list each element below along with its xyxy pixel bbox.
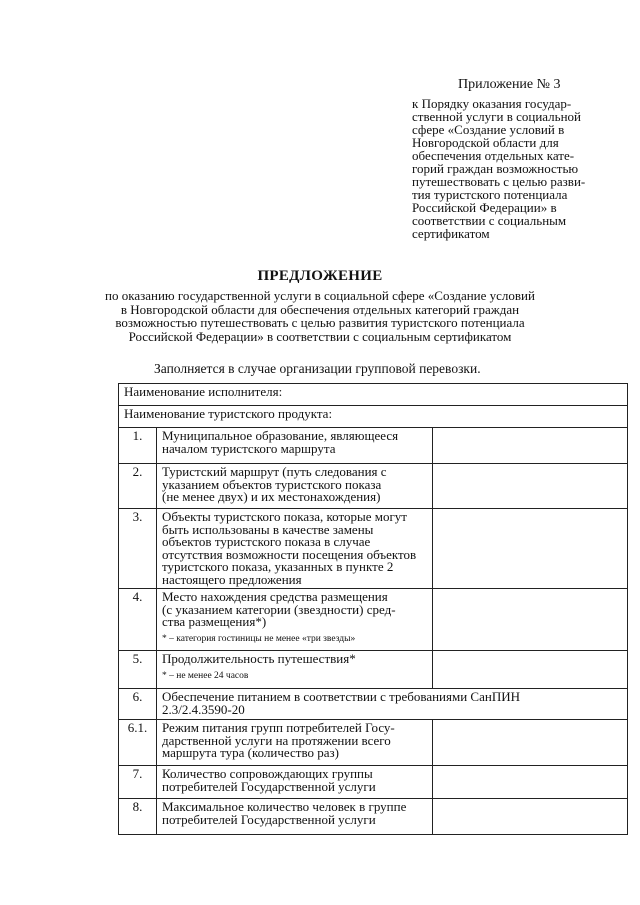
header-cell: Наименование исполнителя:	[119, 384, 628, 406]
description-line: Туристский маршрут (путь следования с	[162, 464, 387, 479]
table-row	[119, 799, 628, 835]
appendix-line: сертификатом	[412, 226, 490, 241]
appendix-line: Новгородской области для	[412, 135, 559, 150]
appendix-number: Приложение № 3	[458, 77, 561, 92]
value-cell[interactable]	[433, 651, 628, 689]
appendix-line: сфере «Создание условий в	[412, 122, 565, 137]
row-description	[157, 766, 433, 799]
header-row	[119, 406, 628, 428]
appendix-line: горий граждан возможностью	[412, 161, 579, 176]
row-footnote: * – категория гостиницы не менее «три звезды»	[162, 633, 356, 644]
description-line: дарственной услуги на протяжении всего	[162, 732, 391, 748]
description-line: 2.3/2.4.3590-20	[162, 701, 245, 717]
document-title: ПРЕДЛОЖЕНИЕ	[257, 268, 383, 284]
description-line: быть использованы в качестве замены	[162, 521, 374, 537]
description-line: Максимальное количество человек в группе	[162, 799, 407, 814]
description-line: Продолжительность путешествия*	[162, 651, 356, 666]
row-number: 6.1.	[119, 720, 157, 766]
document-subtitle	[0, 289, 640, 343]
table-row	[119, 464, 628, 509]
description-line: (с указанием категории (звездности) сред-	[162, 601, 396, 617]
row-footnote: * – не менее 24 часов	[162, 670, 249, 681]
appendix-line: Российской Федерации» в	[412, 200, 557, 215]
row-description	[157, 720, 433, 766]
description-line: настоящего предложения	[162, 571, 302, 587]
row-description	[157, 464, 433, 509]
appendix-line: соответствии с социальным	[412, 213, 567, 228]
description-line: Муниципальное образование, являющееся	[162, 428, 399, 443]
table-row	[119, 766, 628, 799]
row-description	[157, 689, 628, 720]
description-line: маршрута тура (количество раз)	[162, 745, 340, 760]
table-row	[119, 689, 628, 720]
proposal-table-body	[119, 384, 628, 835]
row-description	[157, 799, 433, 835]
value-cell[interactable]	[433, 589, 628, 651]
table-row	[119, 589, 628, 651]
description-line: Объекты туристского показа, которые могут	[162, 509, 407, 524]
row-number: 3.	[119, 509, 157, 589]
description-line: Место нахождения средства размещения	[162, 589, 388, 604]
subtitle-line: возможностью путешествовать с целью развития туристского потенциала	[115, 315, 525, 330]
table-row	[119, 509, 628, 589]
row-number: 8.	[119, 799, 157, 835]
appendix-line: тия туристского потенциала	[412, 187, 568, 202]
fill-note: Заполняется в случае организации групповой перевозки.	[154, 361, 481, 376]
row-number: 5.	[119, 651, 157, 689]
description-line: началом туристского маршрута	[162, 440, 336, 456]
value-cell[interactable]	[433, 464, 628, 509]
value-cell[interactable]	[433, 428, 628, 464]
value-cell[interactable]	[433, 720, 628, 766]
value-cell[interactable]	[433, 766, 628, 799]
subtitle-line: в Новгородской области для обеспечения отдельных категорий граждан	[120, 301, 520, 317]
appendix-line: обеспечения отдельных кате-	[412, 148, 575, 163]
row-description	[157, 651, 433, 689]
description-line: Режим питания групп потребителей Госу-	[162, 720, 395, 735]
appendix-line: путешествовать с целью разви-	[412, 174, 586, 189]
description-line: туристского показа, указанных в пункте 2	[162, 559, 394, 574]
header-row	[119, 384, 628, 406]
table-row	[119, 651, 628, 689]
row-description	[157, 428, 433, 464]
row-description	[157, 509, 433, 589]
proposal-table	[118, 383, 628, 835]
row-number: 6.	[119, 689, 157, 720]
description-line: (не менее двух) и их местонахождения)	[162, 489, 381, 504]
row-number: 1.	[119, 428, 157, 464]
appendix-block	[412, 78, 612, 240]
appendix-line: ственной услуги в социальной	[412, 109, 581, 124]
row-number: 4.	[119, 589, 157, 651]
subtitle-line: Российской Федерации» в соответствии с социальным сертификатом	[128, 328, 512, 344]
row-number: 2.	[119, 464, 157, 509]
description-line: указанием объектов туристского показа	[162, 476, 382, 492]
description-line: ства размещения*)	[162, 614, 267, 629]
appendix-line: к Порядку оказания государ-	[412, 96, 572, 111]
table-row	[119, 720, 628, 766]
description-line: потребителей Государственной услуги	[162, 778, 376, 794]
value-cell[interactable]	[433, 799, 628, 835]
row-description	[157, 589, 433, 651]
subtitle-line: по оказанию государственной услуги в социальной сфере «Создание условий	[105, 288, 535, 303]
description-line: потребителей Государственной услуги	[162, 811, 376, 827]
row-number: 7.	[119, 766, 157, 799]
description-line: Количество сопровождающих группы	[162, 766, 373, 781]
value-cell[interactable]	[433, 509, 628, 589]
header-cell: Наименование туристского продукта:	[119, 406, 628, 428]
description-line: Обеспечение питанием в соответствии с требованиями СанПИН	[162, 689, 520, 704]
table-row	[119, 428, 628, 464]
description-line: объектов туристского показа в случае	[162, 534, 371, 549]
description-line: отсутствия возможности посещения объектов	[162, 546, 417, 562]
